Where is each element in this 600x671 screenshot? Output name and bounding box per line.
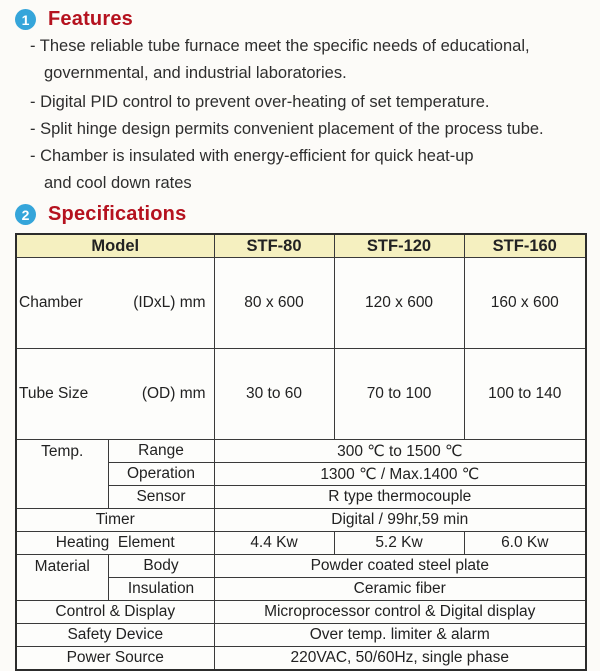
temp-range-value: 300 ℃ to 1500 ℃ (214, 440, 586, 463)
specifications-title: Specifications (48, 203, 187, 225)
feature-item: - Chamber is insulated with energy-efficient for quick heat-up (30, 147, 474, 165)
specifications-section-header (15, 203, 186, 226)
specifications-table (15, 233, 587, 671)
table-row-temp-range (16, 440, 586, 463)
feature-item-continuation: governmental, and industrial laboratories. (44, 64, 347, 82)
chamber-unit: (IDxL) mm (133, 294, 206, 311)
table-row-power-source (16, 647, 586, 671)
table-row-heating-element (16, 532, 586, 555)
features-section-header (15, 8, 133, 31)
material-label: Material (16, 555, 108, 601)
power-source-value: 220VAC, 50/60Hz, single phase (214, 647, 586, 671)
tube-size-label-cell (16, 349, 214, 440)
temp-sensor-label: Sensor (108, 486, 214, 509)
power-source-label: Power Source (16, 647, 214, 671)
tube-size-value-stf80: 30 to 60 (214, 349, 334, 440)
table-header-row (16, 234, 586, 258)
heating-value-stf120: 5.2 Kw (334, 532, 464, 555)
header-model: Model (16, 234, 214, 258)
header-stf-160: STF-160 (464, 234, 586, 258)
chamber-value-stf80: 80 x 600 (214, 258, 334, 349)
chamber-label: Chamber (19, 294, 83, 311)
control-display-value: Microprocessor control & Digital display (214, 601, 586, 624)
table-row-material-body (16, 555, 586, 578)
tube-size-value-stf160: 100 to 140 (464, 349, 586, 440)
material-insulation-label: Insulation (108, 578, 214, 601)
temp-operation-value: 1300 ℃ / Max.1400 ℃ (214, 463, 586, 486)
heating-element-label: Heating Element (16, 532, 214, 555)
material-body-label: Body (108, 555, 214, 578)
material-insulation-value: Ceramic fiber (214, 578, 586, 601)
chamber-label-cell (16, 258, 214, 349)
feature-item-continuation: and cool down rates (44, 174, 192, 192)
temp-range-label: Range (108, 440, 214, 463)
tube-size-label: Tube Size (19, 385, 89, 402)
safety-device-label: Safety Device (16, 624, 214, 647)
feature-item: - Split hinge design permits convenient placement of the process tube. (30, 120, 544, 138)
chamber-value-stf120: 120 x 600 (334, 258, 464, 349)
feature-item: - Digital PID control to prevent over-heating of set temperature. (30, 93, 490, 111)
tube-size-value-stf120: 70 to 100 (334, 349, 464, 440)
feature-item: - These reliable tube furnace meet the specific needs of educational, (30, 37, 530, 55)
table-row-tube-size (16, 349, 586, 440)
features-title: Features (48, 8, 133, 30)
table-row-timer (16, 509, 586, 532)
heating-value-stf80: 4.4 Kw (214, 532, 334, 555)
control-display-label: Control & Display (16, 601, 214, 624)
safety-device-value: Over temp. limiter & alarm (214, 624, 586, 647)
table-row-control-display (16, 601, 586, 624)
timer-label: Timer (16, 509, 214, 532)
temp-operation-label: Operation (108, 463, 214, 486)
header-stf-80: STF-80 (214, 234, 334, 258)
chamber-value-stf160: 160 x 600 (464, 258, 586, 349)
temp-label: Temp. (16, 440, 108, 509)
heating-value-stf160: 6.0 Kw (464, 532, 586, 555)
table-row-chamber (16, 258, 586, 349)
header-stf-120: STF-120 (334, 234, 464, 258)
material-body-value: Powder coated steel plate (214, 555, 586, 578)
tube-size-unit: (OD) mm (141, 385, 206, 402)
temp-sensor-value: R type thermocouple (214, 486, 586, 509)
number-2-badge-icon: 2 (15, 204, 36, 225)
features-list (30, 33, 590, 197)
timer-value: Digital / 99hr,59 min (214, 509, 586, 532)
table-row-safety-device (16, 624, 586, 647)
number-1-badge-icon: 1 (15, 9, 36, 30)
